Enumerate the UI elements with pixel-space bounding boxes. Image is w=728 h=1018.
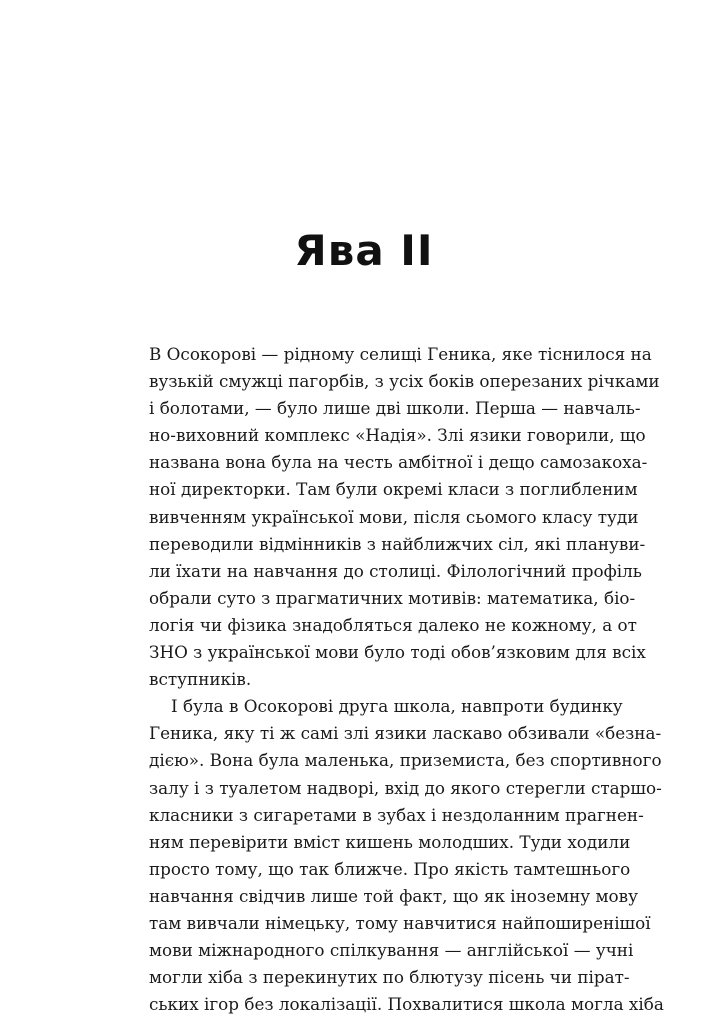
text-line: переводили відмінників з найближчих сіл, які плануви-	[149, 533, 646, 554]
text-line: обрали суто з прагматичних мотивів: математика, біо-	[149, 587, 636, 608]
text-line: класники з сигаретами в зубах і нездоланним прагнен-	[149, 804, 644, 825]
text-line: названа вона була на честь амбітної і дещо самозакоха-	[149, 452, 648, 473]
text-line: навчання свідчив лише той факт, що як іноземну мову	[149, 885, 638, 906]
text-line: логія чи фізика знадобляться далеко не кожному, а от	[149, 614, 637, 635]
chapter-title: Ява II	[294, 226, 434, 275]
text-line: вступників.	[149, 669, 252, 690]
paragraph-1	[149, 341, 660, 693]
text-line: ЗНО з української мови було тоді обов’язковим для всіх	[149, 642, 646, 663]
text-line: ної директорки. Там були окремі класи з поглибленим	[149, 479, 638, 500]
text-line: і болотами, — було лише дві школи. Перша — навчаль-	[149, 398, 641, 419]
text-line: залу і з туалетом надворі, вхід до якого стерегли старшо-	[149, 777, 662, 798]
text-line: мови міжнародного спілкування — англійської — учні	[149, 940, 634, 961]
text-line: ли їхати на навчання до столиці. Філологічний профіль	[149, 560, 642, 581]
chapter-body	[149, 341, 664, 1018]
text-line: там вивчали німецьку, тому навчитися найпоширенішої	[149, 912, 651, 933]
text-line: І була в Осокорові друга школа, навпроти будинку	[171, 696, 623, 717]
text-line: но-виховний комплекс «Надія». Злі язики говорили, що	[149, 425, 646, 446]
paragraph-2	[149, 693, 664, 1018]
text-line: ням перевірити вміст кишень молодших. Туди ходили	[149, 831, 631, 852]
text-line: ських ігор без локалізації. Похвалитися школа могла хіба	[149, 994, 664, 1015]
text-line: Геника, яку ті ж самі злі язики ласкаво обзивали «безна-	[149, 723, 662, 744]
text-line: просто тому, що так ближче. Про якість тамтешнього	[149, 858, 631, 879]
text-line: вивченням української мови, після сьомого класу туди	[149, 506, 639, 527]
text-line: могли хіба з перекинутих по блютузу пісень чи пірат-	[149, 967, 630, 988]
text-line: вузькій смужці пагорбів, з усіх боків оперезаних річками	[149, 371, 660, 392]
text-line: В Осокорові — рідному селищі Геника, яке тіснилося на	[149, 344, 652, 364]
text-line: дією». Вона була маленька, приземиста, без спортивного	[149, 750, 662, 771]
